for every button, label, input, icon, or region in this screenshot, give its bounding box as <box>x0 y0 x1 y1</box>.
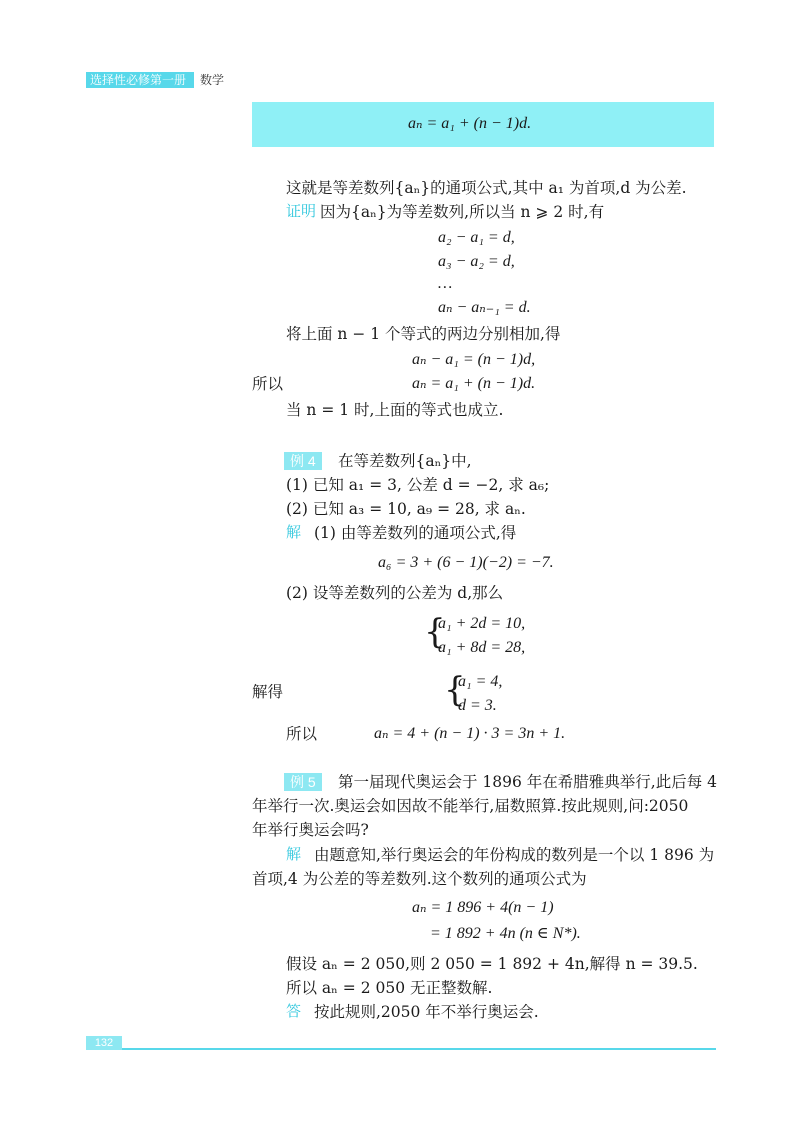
example-5-eq-1: aₙ = 1 896 + 4(n − 1) <box>412 899 554 916</box>
system-1-eq-b: a₁ + 8d = 28, <box>438 639 526 656</box>
proof-eq-5: aₙ − a₁ = (n − 1)d, <box>412 351 536 368</box>
example-5-solution-label: 解 <box>286 846 302 863</box>
example-5-solution-line-1: 由题意知,举行奥运会的年份构成的数列是一个以 1 896 为 <box>314 846 715 864</box>
example-5-solution-line-2: 首项,4 为公差的等差数列.这个数列的通项公式为 <box>252 870 587 888</box>
proof-eq-ellipsis: … <box>438 275 453 292</box>
proof-label: 证明 <box>286 203 317 220</box>
example-4-solution-1: (1) 由等差数列的通项公式,得 <box>314 524 517 542</box>
header-series-title: 选择性必修第一册 <box>90 73 187 87</box>
proof-so-label: 所以 <box>252 375 284 393</box>
example-4-tag: 例 4 <box>284 452 322 470</box>
page-number: 132 <box>94 1037 114 1049</box>
example-5-eq-2: = 1 892 + 4n (n ∈ N*). <box>430 925 581 942</box>
example-5-line-3: 年举行奥运会吗? <box>252 821 369 839</box>
proof-n1-text: 当 n = 1 时,上面的等式也成立. <box>286 401 504 419</box>
example-4-question-1: (1) 已知 a₁ = 3, 公差 d = −2, 求 a₆; <box>286 476 550 494</box>
proof-eq-6: aₙ = a₁ + (n − 1)d. <box>412 375 536 392</box>
system-1-eq-a: a₁ + 2d = 10, <box>438 615 526 632</box>
proof-sum-text: 将上面 n − 1 个等式的两边分别相加,得 <box>286 325 561 343</box>
example-5-tag: 例 5 <box>284 773 322 791</box>
example-4-final-eq: aₙ = 4 + (n − 1) · 3 = 3n + 1. <box>374 725 566 742</box>
proof-eq-4: aₙ − aₙ₋₁ = d. <box>438 299 531 316</box>
proof-eq-1: a₂ − a₁ = d, <box>438 229 515 246</box>
example-4-so-label: 所以 <box>286 725 318 743</box>
general-term-formula: aₙ = a₁ + (n − 1)d. <box>408 115 532 132</box>
header-subject: 数学 <box>200 73 225 87</box>
example-5-answer-label: 答 <box>286 1003 302 1020</box>
example-5-line-2: 年举行一次.奥运会如因故不能举行,届数照算.按此规则,问:2050 <box>252 797 689 815</box>
system-2-eq-a: a₁ = 4, <box>458 673 503 690</box>
example-4-solve-label: 解得 <box>252 683 284 701</box>
example-4-solution-2: (2) 设等差数列的公差为 d,那么 <box>286 584 504 602</box>
example-4-question-2: (2) 已知 a₃ = 10, a₉ = 28, 求 aₙ. <box>286 500 526 518</box>
example-4-eq-a6: a₆ = 3 + (6 − 1)(−2) = −7. <box>378 554 554 571</box>
system-2-brace: { <box>444 670 466 710</box>
system-2-eq-b: d = 3. <box>458 697 497 714</box>
proof-eq-2: a₃ − a₂ = d, <box>438 253 515 270</box>
example-5-line-1: 第一届现代奥运会于 1896 年在希腊雅典举行,此后每 4 <box>338 773 718 791</box>
example-4-solution-label: 解 <box>286 524 302 541</box>
proof-intro: 因为{aₙ}为等差数列,所以当 n ⩾ 2 时,有 <box>320 203 605 221</box>
footer-rule <box>122 1048 716 1050</box>
example-4-stem: 在等差数列{aₙ}中, <box>338 452 472 470</box>
system-1-brace: { <box>424 612 446 652</box>
example-5-answer: 按此规则,2050 年不举行奥运会. <box>314 1003 539 1021</box>
example-5-assumption: 假设 aₙ = 2 050,则 2 050 = 1 892 + 4n,解得 n = 39.5. <box>286 955 698 973</box>
formula-description: 这就是等差数列{aₙ}的通项公式,其中 a₁ 为首项,d 为公差. <box>286 179 687 197</box>
example-5-conclusion: 所以 aₙ = 2 050 无正整数解. <box>286 979 493 997</box>
